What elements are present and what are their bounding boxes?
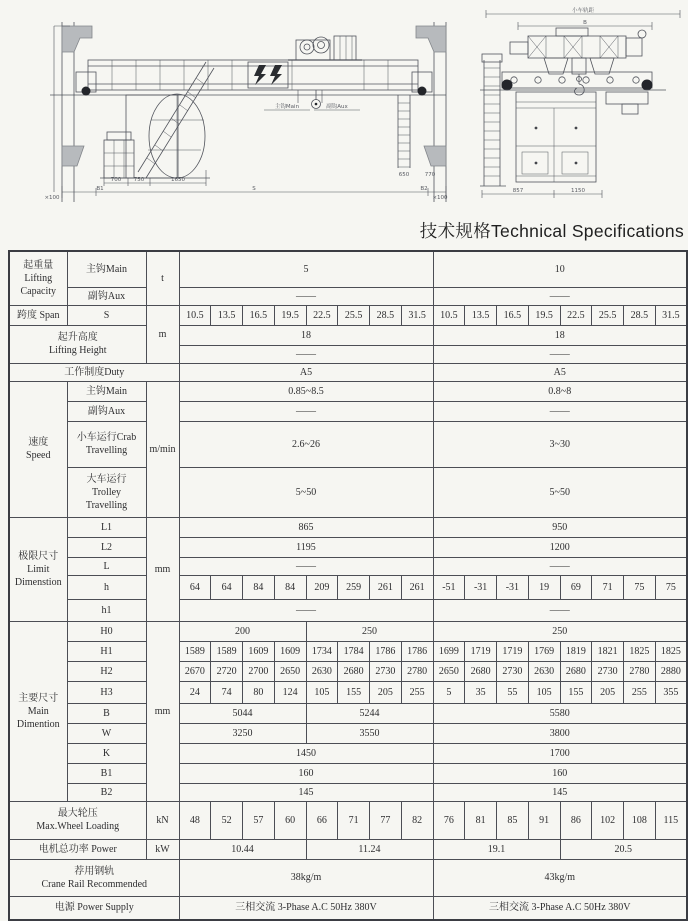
speed-trolley-value: 5~50 — [179, 467, 433, 517]
dim-b2: B2 — [420, 186, 428, 192]
H2-value: 2650 — [274, 661, 306, 681]
H1-value: 1719 — [497, 641, 529, 661]
power-label: 电机总功率 Power — [9, 839, 146, 859]
limit-L-sub-label: L — [67, 557, 146, 575]
dim-700: 700 — [110, 177, 122, 183]
H3-value: 205 — [370, 681, 402, 703]
wheel-value: 77 — [370, 801, 402, 839]
W-value: 3550 — [306, 723, 433, 743]
power-value: 10.44 — [179, 839, 306, 859]
H3-value: 55 — [497, 681, 529, 703]
H1-value: 1589 — [211, 641, 243, 661]
span-value: 19.5 — [528, 305, 560, 325]
speed-aux-value: —— — [433, 401, 687, 421]
crane-end-view-drawing — [456, 0, 688, 212]
B-value: 5580 — [433, 703, 687, 723]
H3-value: 255 — [624, 681, 656, 703]
H3-value: 155 — [560, 681, 592, 703]
h-value: 71 — [592, 575, 624, 599]
limit-L-value: —— — [433, 557, 687, 575]
dim-b-width: B — [583, 20, 587, 26]
H1-value: 1825 — [655, 641, 687, 661]
H3-value: 74 — [211, 681, 243, 703]
table-row — [9, 251, 687, 287]
main-dim-H1-sub-label: H1 — [67, 641, 146, 661]
B2-value: 145 — [179, 783, 433, 801]
H3-value: 80 — [243, 681, 275, 703]
H2-value: 2670 — [179, 661, 211, 681]
supply-label: 电源 Power Supply — [9, 896, 179, 920]
speed-crab-value: 3~30 — [433, 421, 687, 467]
capacity-group-label: 起重量 Lifting Capacity — [9, 251, 67, 305]
table-row — [9, 621, 687, 641]
table-row — [9, 859, 687, 896]
table-row — [9, 681, 687, 703]
H1-value: 1699 — [433, 641, 465, 661]
h-value: 259 — [338, 575, 370, 599]
dim-x100-right: ×100 — [432, 195, 448, 201]
crane-side-elevation-drawing — [0, 0, 456, 212]
h-value: 75 — [624, 575, 656, 599]
H2-value: 2720 — [211, 661, 243, 681]
speed-crab-sub-label: 小车运行Crab Travelling — [67, 421, 146, 467]
limit-L1-sub-label: L1 — [67, 517, 146, 537]
dim-1650: 1650 — [171, 177, 185, 183]
H1-value: 1821 — [592, 641, 624, 661]
dim-b1: B1 — [96, 186, 104, 192]
K-value: 1450 — [179, 743, 433, 763]
wheel-value: 60 — [274, 801, 306, 839]
wheel-value: 52 — [211, 801, 243, 839]
table-row — [9, 661, 687, 681]
unit-t: t — [146, 251, 179, 305]
technical-drawing-area — [0, 0, 688, 212]
table-row — [9, 801, 687, 839]
wheel-value: 81 — [465, 801, 497, 839]
wheel-loading-label: 最大轮压 Max.Wheel Loading — [9, 801, 146, 839]
table-row — [9, 743, 687, 763]
limit-group-label: 极限尺寸 Limit Dimenstion — [9, 517, 67, 621]
speed-aux-value: —— — [179, 401, 433, 421]
wheel-value: 71 — [338, 801, 370, 839]
H1-value: 1589 — [179, 641, 211, 661]
span-value: 25.5 — [338, 305, 370, 325]
H1-value: 1719 — [465, 641, 497, 661]
unit-kn: kN — [146, 801, 179, 839]
B2-value: 145 — [433, 783, 687, 801]
h-value: 84 — [274, 575, 306, 599]
H3-value: 205 — [592, 681, 624, 703]
table-row — [9, 839, 687, 859]
capacity-main-value: 10 — [433, 251, 687, 287]
wheel-value: 48 — [179, 801, 211, 839]
table-row — [9, 363, 687, 381]
H2-value: 2680 — [338, 661, 370, 681]
H2-value: 2880 — [655, 661, 687, 681]
span-value: 16.5 — [243, 305, 275, 325]
power-value: 19.1 — [433, 839, 560, 859]
capacity-aux-value: —— — [433, 287, 687, 305]
h-value: -31 — [465, 575, 497, 599]
span-value: 22.5 — [560, 305, 592, 325]
wheel-value: 82 — [401, 801, 433, 839]
H3-value: 105 — [528, 681, 560, 703]
span-value: 25.5 — [592, 305, 624, 325]
speed-trolley-sub-label: 大车运行 Trolley Travelling — [67, 467, 146, 517]
H2-value: 2700 — [243, 661, 275, 681]
H3-value: 5 — [433, 681, 465, 703]
h-value: -51 — [433, 575, 465, 599]
H3-value: 24 — [179, 681, 211, 703]
table-row — [9, 703, 687, 723]
table-row — [9, 557, 687, 575]
wheel-value: 66 — [306, 801, 338, 839]
table-row — [9, 287, 687, 305]
H1-value: 1734 — [306, 641, 338, 661]
wheel-value: 57 — [243, 801, 275, 839]
B1-value: 160 — [433, 763, 687, 783]
unit-m-min: m/min — [146, 381, 179, 517]
wheel-value: 102 — [592, 801, 624, 839]
duty-value: A5 — [179, 363, 433, 381]
span-sub-label: S — [67, 305, 146, 325]
dim-1150: 1150 — [571, 188, 585, 194]
h-value: 69 — [560, 575, 592, 599]
W-value: 3250 — [179, 723, 306, 743]
span-value: 28.5 — [624, 305, 656, 325]
table-row — [9, 421, 687, 467]
capacity-aux-sub-label: 副钩Aux — [67, 287, 146, 305]
main-dim-H0-sub-label: H0 — [67, 621, 146, 641]
speed-aux-sub-label: 副钩Aux — [67, 401, 146, 421]
h-value: 84 — [243, 575, 275, 599]
lifting-height-value: 18 — [433, 325, 687, 345]
wheel-value: 91 — [528, 801, 560, 839]
H1-value: 1786 — [370, 641, 402, 661]
span-row-label: 跨度 Span — [9, 305, 67, 325]
H1-value: 1609 — [243, 641, 275, 661]
H3-value: 35 — [465, 681, 497, 703]
speed-crab-value: 2.6~26 — [179, 421, 433, 467]
dim-857: 857 — [512, 188, 524, 194]
speed-trolley-value: 5~50 — [433, 467, 687, 517]
table-row — [9, 517, 687, 537]
dim-x100-left: ×100 — [44, 195, 60, 201]
limit-h1-value: —— — [433, 599, 687, 621]
H0-value: 200 — [179, 621, 306, 641]
span-value: 13.5 — [465, 305, 497, 325]
unit-mm-limit: mm — [146, 517, 179, 621]
H1-value: 1786 — [401, 641, 433, 661]
table-row — [9, 381, 687, 401]
aux-hook-label: 副钩Aux — [326, 104, 348, 110]
H2-value: 2730 — [497, 661, 529, 681]
speed-main-value: 0.8~8 — [433, 381, 687, 401]
span-value: 28.5 — [370, 305, 402, 325]
wheel-value: 86 — [560, 801, 592, 839]
table-row — [9, 641, 687, 661]
table-row — [9, 325, 687, 345]
main-dim-W-sub-label: W — [67, 723, 146, 743]
main-dim-K-sub-label: K — [67, 743, 146, 763]
H1-value: 1819 — [560, 641, 592, 661]
K-value: 1700 — [433, 743, 687, 763]
h-value: 19 — [528, 575, 560, 599]
table-row — [9, 537, 687, 557]
dim-span: S — [252, 186, 256, 192]
power-value: 20.5 — [560, 839, 687, 859]
h-value: 64 — [211, 575, 243, 599]
lifting-height-aux-value: —— — [433, 345, 687, 363]
main-dim-H2-sub-label: H2 — [67, 661, 146, 681]
span-value: 10.5 — [179, 305, 211, 325]
dim-650: 650 — [398, 172, 410, 178]
H2-value: 2630 — [528, 661, 560, 681]
span-value: 10.5 — [433, 305, 465, 325]
H0-value: 250 — [433, 621, 687, 641]
lifting-height-aux-value: —— — [179, 345, 433, 363]
spec-table — [8, 250, 688, 921]
h-value: 261 — [401, 575, 433, 599]
capacity-main-sub-label: 主钩Main — [67, 251, 146, 287]
H3-value: 105 — [306, 681, 338, 703]
limit-L-value: —— — [179, 557, 433, 575]
wheel-value: 76 — [433, 801, 465, 839]
supply-value: 三相交流 3-Phase A.C 50Hz 380V — [433, 896, 687, 920]
H2-value: 2730 — [370, 661, 402, 681]
H3-value: 124 — [274, 681, 306, 703]
H2-value: 2680 — [560, 661, 592, 681]
h-value: 64 — [179, 575, 211, 599]
table-row — [9, 763, 687, 783]
H1-value: 1769 — [528, 641, 560, 661]
wheel-value: 85 — [497, 801, 529, 839]
H3-value: 155 — [338, 681, 370, 703]
H3-value: 255 — [401, 681, 433, 703]
H2-value: 2650 — [433, 661, 465, 681]
table-row — [9, 305, 687, 325]
span-value: 13.5 — [211, 305, 243, 325]
limit-L2-value: 1195 — [179, 537, 433, 557]
capacity-main-value: 5 — [179, 251, 433, 287]
capacity-aux-value: —— — [179, 287, 433, 305]
table-row — [9, 467, 687, 517]
H3-value: 355 — [655, 681, 687, 703]
B-value: 5044 — [179, 703, 306, 723]
H1-value: 1784 — [338, 641, 370, 661]
limit-h1-sub-label: h1 — [67, 599, 146, 621]
h-value: 75 — [655, 575, 687, 599]
limit-h-sub-label: h — [67, 575, 146, 599]
duty-row-label: 工作制度Duty — [9, 363, 179, 381]
lifting-height-value: 18 — [179, 325, 433, 345]
main-dim-B1-sub-label: B1 — [67, 763, 146, 783]
speed-main-sub-label: 主钩Main — [67, 381, 146, 401]
limit-L2-sub-label: L2 — [67, 537, 146, 557]
table-row — [9, 599, 687, 621]
table-row — [9, 896, 687, 920]
rail-value: 38kg/m — [179, 859, 433, 896]
span-value: 22.5 — [306, 305, 338, 325]
main-dim-H3-sub-label: H3 — [67, 681, 146, 703]
h-value: 209 — [306, 575, 338, 599]
span-value: 16.5 — [497, 305, 529, 325]
h-value: -31 — [497, 575, 529, 599]
limit-L1-value: 950 — [433, 517, 687, 537]
span-value: 19.5 — [274, 305, 306, 325]
speed-main-value: 0.85~8.5 — [179, 381, 433, 401]
H1-value: 1609 — [274, 641, 306, 661]
table-row — [9, 723, 687, 743]
unit-mm-main: mm — [146, 621, 179, 801]
limit-L2-value: 1200 — [433, 537, 687, 557]
wheel-value: 108 — [624, 801, 656, 839]
rail-label: 荐用钢轨 Crane Rail Recommended — [9, 859, 179, 896]
H0-value: 250 — [306, 621, 433, 641]
B-value: 5244 — [306, 703, 433, 723]
table-row — [9, 575, 687, 599]
span-value: 31.5 — [655, 305, 687, 325]
limit-h1-value: —— — [179, 599, 433, 621]
lifting-height-label: 起升高度 Lifting Height — [9, 325, 146, 363]
H1-value: 1825 — [624, 641, 656, 661]
wheel-value: 115 — [655, 801, 687, 839]
dim-770: 770 — [424, 172, 436, 178]
table-row — [9, 401, 687, 421]
page-title: 技术规格Technical Specifications — [419, 221, 684, 241]
h-value: 261 — [370, 575, 402, 599]
unit-kw: kW — [146, 839, 179, 859]
H2-value: 2780 — [401, 661, 433, 681]
speed-group-label: 速度 Speed — [9, 381, 67, 517]
main-hook-label: 主钩Main — [274, 104, 300, 110]
H2-value: 2780 — [624, 661, 656, 681]
H2-value: 2630 — [306, 661, 338, 681]
dim-crab-gauge: 小车轨距 — [571, 8, 595, 14]
H2-value: 2730 — [592, 661, 624, 681]
H2-value: 2680 — [465, 661, 497, 681]
duty-value: A5 — [433, 363, 687, 381]
rail-value: 43kg/m — [433, 859, 687, 896]
table-row — [9, 783, 687, 801]
main-dim-group-label: 主要尺寸 Main Dimention — [9, 621, 67, 801]
main-dim-B-sub-label: B — [67, 703, 146, 723]
main-dim-B2-sub-label: B2 — [67, 783, 146, 801]
supply-value: 三相交流 3-Phase A.C 50Hz 380V — [179, 896, 433, 920]
unit-m: m — [146, 305, 179, 363]
power-value: 11.24 — [306, 839, 433, 859]
B1-value: 160 — [179, 763, 433, 783]
limit-L1-value: 865 — [179, 517, 433, 537]
dim-750: 750 — [133, 177, 145, 183]
span-value: 31.5 — [401, 305, 433, 325]
W-value: 3800 — [433, 723, 687, 743]
